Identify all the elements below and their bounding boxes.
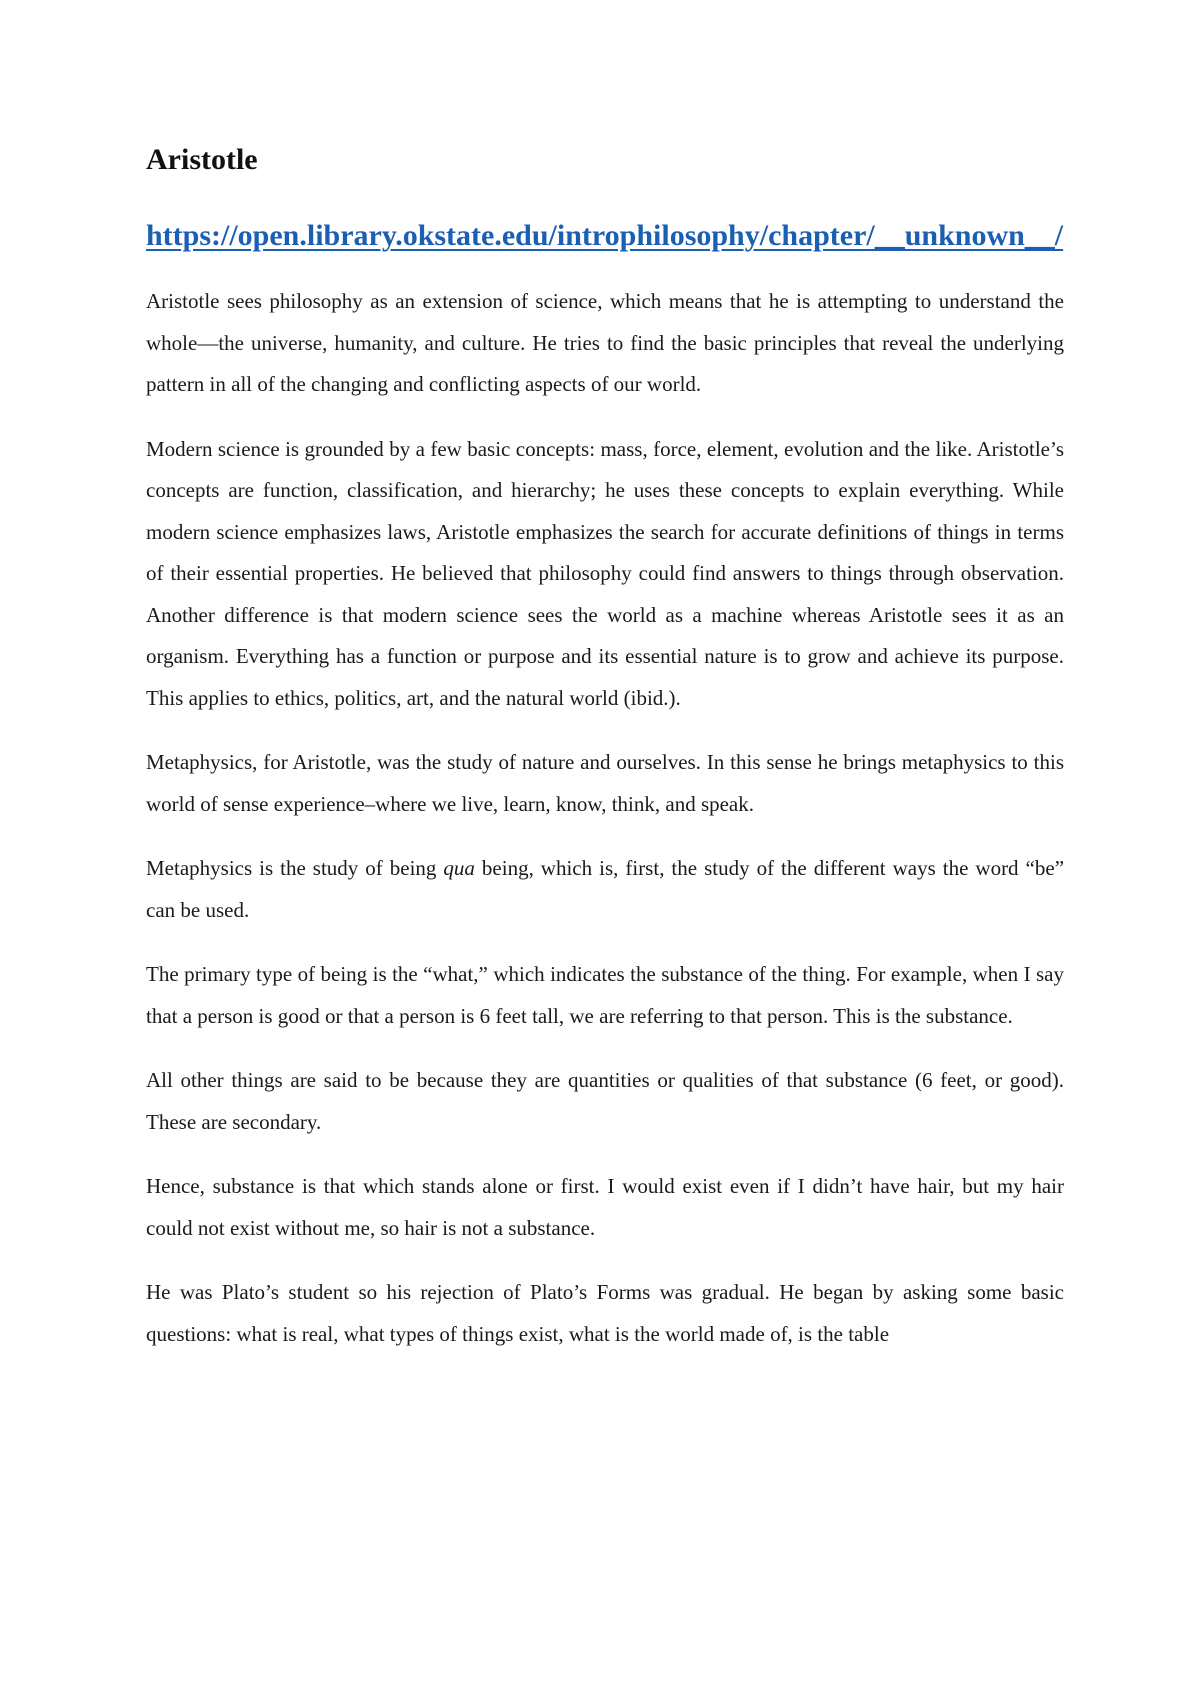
paragraph-8: He was Plato’s student so his rejection of Plato’s Forms was gradual. He began by asking some basic questions: what is real, what types of things exist, what is the world made of, is the table — [146, 1280, 1064, 1346]
source-link[interactable]: https://open.library.okstate.edu/introphilosophy/chapter/__unknown__/ — [146, 219, 1064, 252]
document-title: Aristotle — [146, 143, 258, 176]
paragraph-4-text-after: being, which is, first, the study of the different ways the word “be” can be used. — [146, 856, 1065, 922]
paragraph-6: All other things are said to be because they are quantities or qualities of that substance (6 feet, or good). These are secondary. — [146, 1068, 1064, 1134]
paragraph-4-text-before: Metaphysics is the study of being — [146, 856, 444, 880]
paragraph-3: Metaphysics, for Aristotle, was the study of nature and ourselves. In this sense he brings metaphysics to this world of sense experience–where we live, learn, know, think, and speak. — [146, 750, 1064, 816]
document-body — [146, 142, 1064, 1378]
paragraph-4-emphasis: qua — [443, 856, 475, 880]
paragraph-1: Aristotle sees philosophy as an extension of science, which means that he is attempting to understand the whole—the universe, humanity, and culture. He tries to find the basic principles that reveal the underlying pattern in all of the changing and conflicting aspects of our world. — [146, 289, 1064, 396]
paragraph-7: Hence, substance is that which stands alone or first. I would exist even if I didn’t have hair, but my hair could not exist without me, so hair is not a substance. — [146, 1174, 1064, 1240]
paragraph-4 — [146, 848, 1064, 931]
paragraph-5: The primary type of being is the “what,” which indicates the substance of the thing. For example, when I say that a person is good or that a person is 6 feet tall, we are referring to that person. This is the substance. — [146, 962, 1064, 1028]
paragraph-2: Modern science is grounded by a few basic concepts: mass, force, element, evolution and the like. Aristotle’s concepts are function, classification, and hierarchy; he uses these concepts to explain everything. While modern science emphasizes laws, Aristotle emphasizes the search for accurate definitions of things in terms of their essential properties. He believed that philosophy could find answers to things through observation. Another difference is that modern science sees the world as a machine whereas Aristotle sees it as an organism. Everything has a function or purpose and its essential nature is to grow and achieve its purpose. This applies to ethics, politics, art, and the natural world (ibid.). — [146, 436, 1064, 710]
